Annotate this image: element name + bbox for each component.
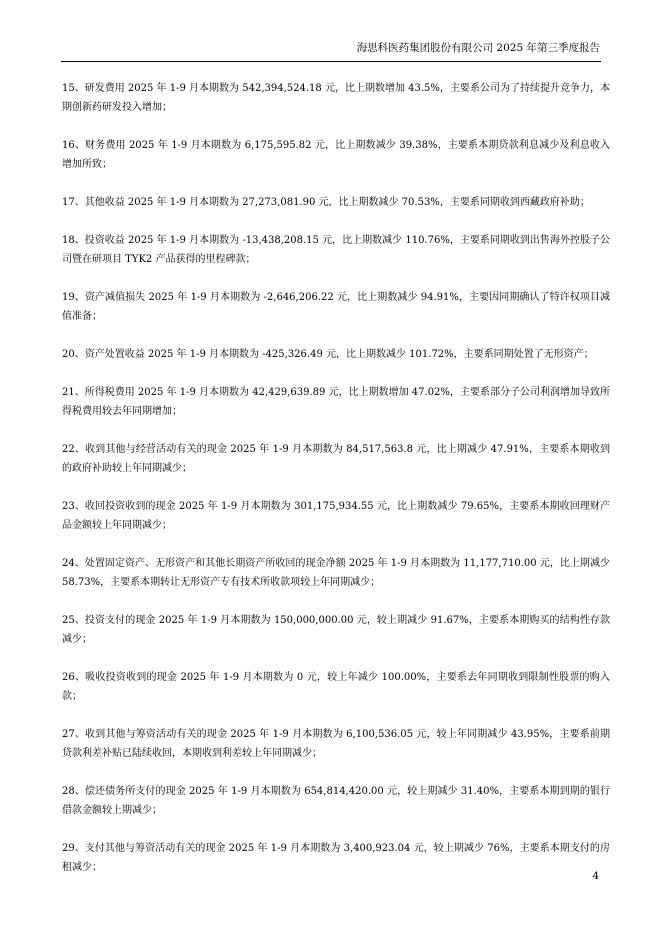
note-item-26: 26、吸收投资收到的现金 2025 年 1-9 月本期数为 0 元，较上年减少 100.00%，主要系去年同期收到限制性股票的购入款； <box>62 672 610 702</box>
note-item-27: 27、收到其他与筹资活动有关的现金 2025 年 1-9 月本期数为 6,100,536.05 元，较上年同期减少 43.95%，主要系前期贷款利差补贴已陆续收回，本期收到利差较上年同期减少； <box>62 729 610 759</box>
report-header: 海思科医药集团股份有限公司 2025 年第三季度报告 <box>356 42 600 54</box>
note-item-24: 24、处置固定资产、无形资产和其他长期资产所收回的现金净额 2025 年 1-9 月本期数为 11,177,710.00 元，比上期减少 58.73%，主要系本期转让无形资产专有技术所收款项较上年同期减少； <box>62 558 610 588</box>
note-item-29: 29、支付其他与筹资活动有关的现金 2025 年 1-9 月本期数为 3,400,923.04 元，较上期减少 76%，主要系本期支付的房租减少； <box>62 843 610 873</box>
header-divider <box>61 61 601 62</box>
note-item-23: 23、收回投资收到的现金 2025 年 1-9 月本期数为 301,175,934.55 元，比上期数减少 79.65%，主要系本期收回理财产品金额较上年同期减少； <box>62 501 610 531</box>
page-number: 4 <box>592 870 599 882</box>
note-item-19: 19、资产减值损失 2025 年 1-9 月本期数为 -2,646,206.22 元，比上期数减少 94.91%，主要因同期确认了特许权项目减值准备； <box>62 292 610 322</box>
note-item-20: 20、资产处置收益 2025 年 1-9 月本期数为 -425,326.49 元，比上期数减少 101.72%，主要系同期处置了无形资产； <box>62 349 594 360</box>
note-item-17: 17、其他收益 2025 年 1-9 月本期数为 27,273,081.90 元，比上期数减少 70.53%，主要系同期收到西藏政府补助； <box>62 197 590 208</box>
note-item-22: 22、收到其他与经营活动有关的现金 2025 年 1-9 月本期数为 84,517,563.8 元，比上期减少 47.91%，主要系本期收到的政府补助较上年同期减少； <box>62 444 610 474</box>
note-item-25: 25、投资支付的现金 2025 年 1-9 月本期数为 150,000,000.00 元，较上期减少 91.67%，主要系本期购买的结构性存款减少； <box>62 615 610 645</box>
note-item-21: 21、所得税费用 2025 年 1-9 月本期数为 42,429,639.89 元，比上期数增加 47.02%，主要系部分子公司利润增加导致所得税费用较去年同期增加； <box>62 387 610 417</box>
note-item-28: 28、偿还债务所支付的现金 2025 年 1-9 月本期数为 654,814,420.00 元，较上期减少 31.40%，主要系本期到期的银行借款金额较上期减少； <box>62 786 610 816</box>
notes-list <box>62 79 610 896</box>
note-item-16: 16、财务费用 2025 年 1-9 月本期数为 6,175,595.82 元，比上期数减少 39.38%，主要系本期贷款利息减少及利息收入增加所致； <box>62 140 610 170</box>
note-item-15: 15、研发费用 2025 年 1-9 月本期数为 542,394,524.18 元，比上期数增加 43.5%，主要系公司为了持续提升竞争力，本期创新药研发投入增加； <box>62 83 610 113</box>
note-item-18: 18、投资收益 2025 年 1-9 月本期数为 -13,438,208.15 元，比上期数减少 110.76%，主要系同期收到出售海外控股子公司暨在研项目 TYK2 产品获得的里程碑款； <box>62 235 610 265</box>
